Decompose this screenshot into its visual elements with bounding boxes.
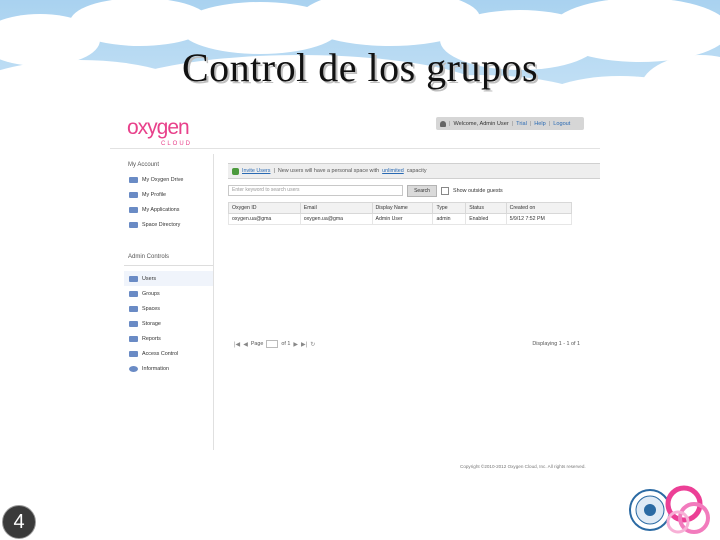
- invite-users-link[interactable]: Invite Users: [242, 168, 271, 174]
- welcome-text: Welcome, Admin User: [453, 120, 509, 127]
- first-page-icon[interactable]: |◀: [234, 341, 241, 348]
- add-user-icon: [232, 168, 239, 175]
- reports-icon: [129, 336, 138, 342]
- directory-icon: [129, 222, 138, 228]
- sidebar-divider: [213, 154, 214, 450]
- col-email[interactable]: Email: [300, 203, 372, 214]
- admin-controls-header: Admin Controls: [128, 254, 170, 260]
- sidebar-item-my-profile[interactable]: My Profile: [124, 187, 214, 202]
- col-display-name[interactable]: Display Name: [372, 203, 433, 214]
- show-outside-guests-checkbox[interactable]: [441, 187, 449, 195]
- col-type[interactable]: Type: [433, 203, 466, 214]
- invite-banner: Invite Users | New users will have a personal space with unlimited capacity: [228, 163, 600, 179]
- bell-icon[interactable]: [440, 121, 446, 127]
- logout-link[interactable]: Logout: [553, 120, 571, 127]
- users-table: [228, 202, 572, 225]
- sidebar-item-my-applications[interactable]: My Applications: [124, 202, 214, 217]
- drive-icon: [129, 177, 138, 183]
- top-user-bar: | Welcome, Admin User | Trial | Help | Logout: [436, 117, 584, 130]
- sidebar-item-my-oxygen-drive[interactable]: My Oxygen Drive: [124, 172, 214, 187]
- col-status[interactable]: Status: [466, 203, 506, 214]
- header-divider: [110, 148, 600, 149]
- show-outside-guests-label: Show outside guests: [453, 187, 503, 194]
- university-seal-icon: [628, 478, 720, 540]
- sidebar-item-users[interactable]: Users: [124, 271, 214, 286]
- last-page-icon[interactable]: ▶|: [301, 341, 308, 348]
- table-header-row: [229, 203, 572, 214]
- help-link[interactable]: Help: [534, 120, 546, 127]
- refresh-icon[interactable]: ↻: [310, 341, 316, 348]
- cell-email: oxygen.ua@gma: [300, 214, 372, 225]
- next-page-icon[interactable]: ▶: [293, 341, 299, 348]
- search-button[interactable]: Search: [407, 185, 437, 197]
- displaying-count: Displaying 1 - 1 of 1: [532, 341, 580, 347]
- storage-icon: [129, 321, 138, 327]
- logo-subtext: CLOUD: [161, 141, 193, 147]
- sidebar-item-information[interactable]: Information: [124, 361, 214, 376]
- cell-oxygen-id: oxygen.ua@gma: [229, 214, 301, 225]
- access-control-icon: [129, 351, 138, 357]
- search-input[interactable]: Enter keyword to search users: [228, 185, 403, 196]
- search-row: [228, 185, 600, 196]
- cell-type: admin: [433, 214, 466, 225]
- my-account-header: My Account: [128, 162, 160, 168]
- sidebar-item-access-control[interactable]: Access Control: [124, 346, 214, 361]
- prev-page-icon[interactable]: ◀: [243, 341, 248, 348]
- sidebar-item-groups[interactable]: Groups: [124, 286, 214, 301]
- banner-text: New users will have a personal space with: [277, 168, 380, 174]
- slide-title: Control de los grupos: [181, 45, 539, 90]
- copyright-footer: Copyright ©2010-2012 Oxygen Cloud, Inc. All rights reserved.: [460, 464, 586, 469]
- applications-icon: [129, 207, 138, 213]
- page-label: Page: [250, 341, 264, 347]
- profile-icon: [129, 192, 138, 198]
- information-icon: [129, 366, 138, 372]
- app-screenshot: [110, 110, 604, 480]
- slide-number-badge: 4: [2, 505, 36, 539]
- cell-status: Enabled: [466, 214, 506, 225]
- col-oxygen-id[interactable]: Oxygen ID: [229, 203, 301, 214]
- logo-text: oxygen: [127, 116, 189, 139]
- sidebar: [124, 154, 214, 376]
- sidebar-item-spaces[interactable]: Spaces: [124, 301, 214, 316]
- unlimited-link[interactable]: unlimited: [382, 168, 404, 174]
- cell-display-name: Admin User: [372, 214, 433, 225]
- sidebar-item-space-directory[interactable]: Space Directory: [124, 217, 214, 232]
- page-of-label: of 1: [281, 341, 291, 347]
- page-number-input[interactable]: [266, 340, 278, 348]
- sidebar-item-reports[interactable]: Reports: [124, 331, 214, 346]
- spaces-icon: [129, 306, 138, 312]
- pagination-bar: [234, 340, 580, 348]
- users-icon: [129, 276, 138, 282]
- main-content: [228, 163, 600, 225]
- sidebar-item-storage[interactable]: Storage: [124, 316, 214, 331]
- col-created-on[interactable]: Created on: [506, 203, 571, 214]
- groups-icon: [129, 291, 138, 297]
- cell-created-on: 5/9/12 7:52 PM: [506, 214, 571, 225]
- table-row[interactable]: [229, 214, 572, 225]
- oxygen-logo: [127, 116, 197, 150]
- trial-link[interactable]: Trial: [516, 120, 527, 127]
